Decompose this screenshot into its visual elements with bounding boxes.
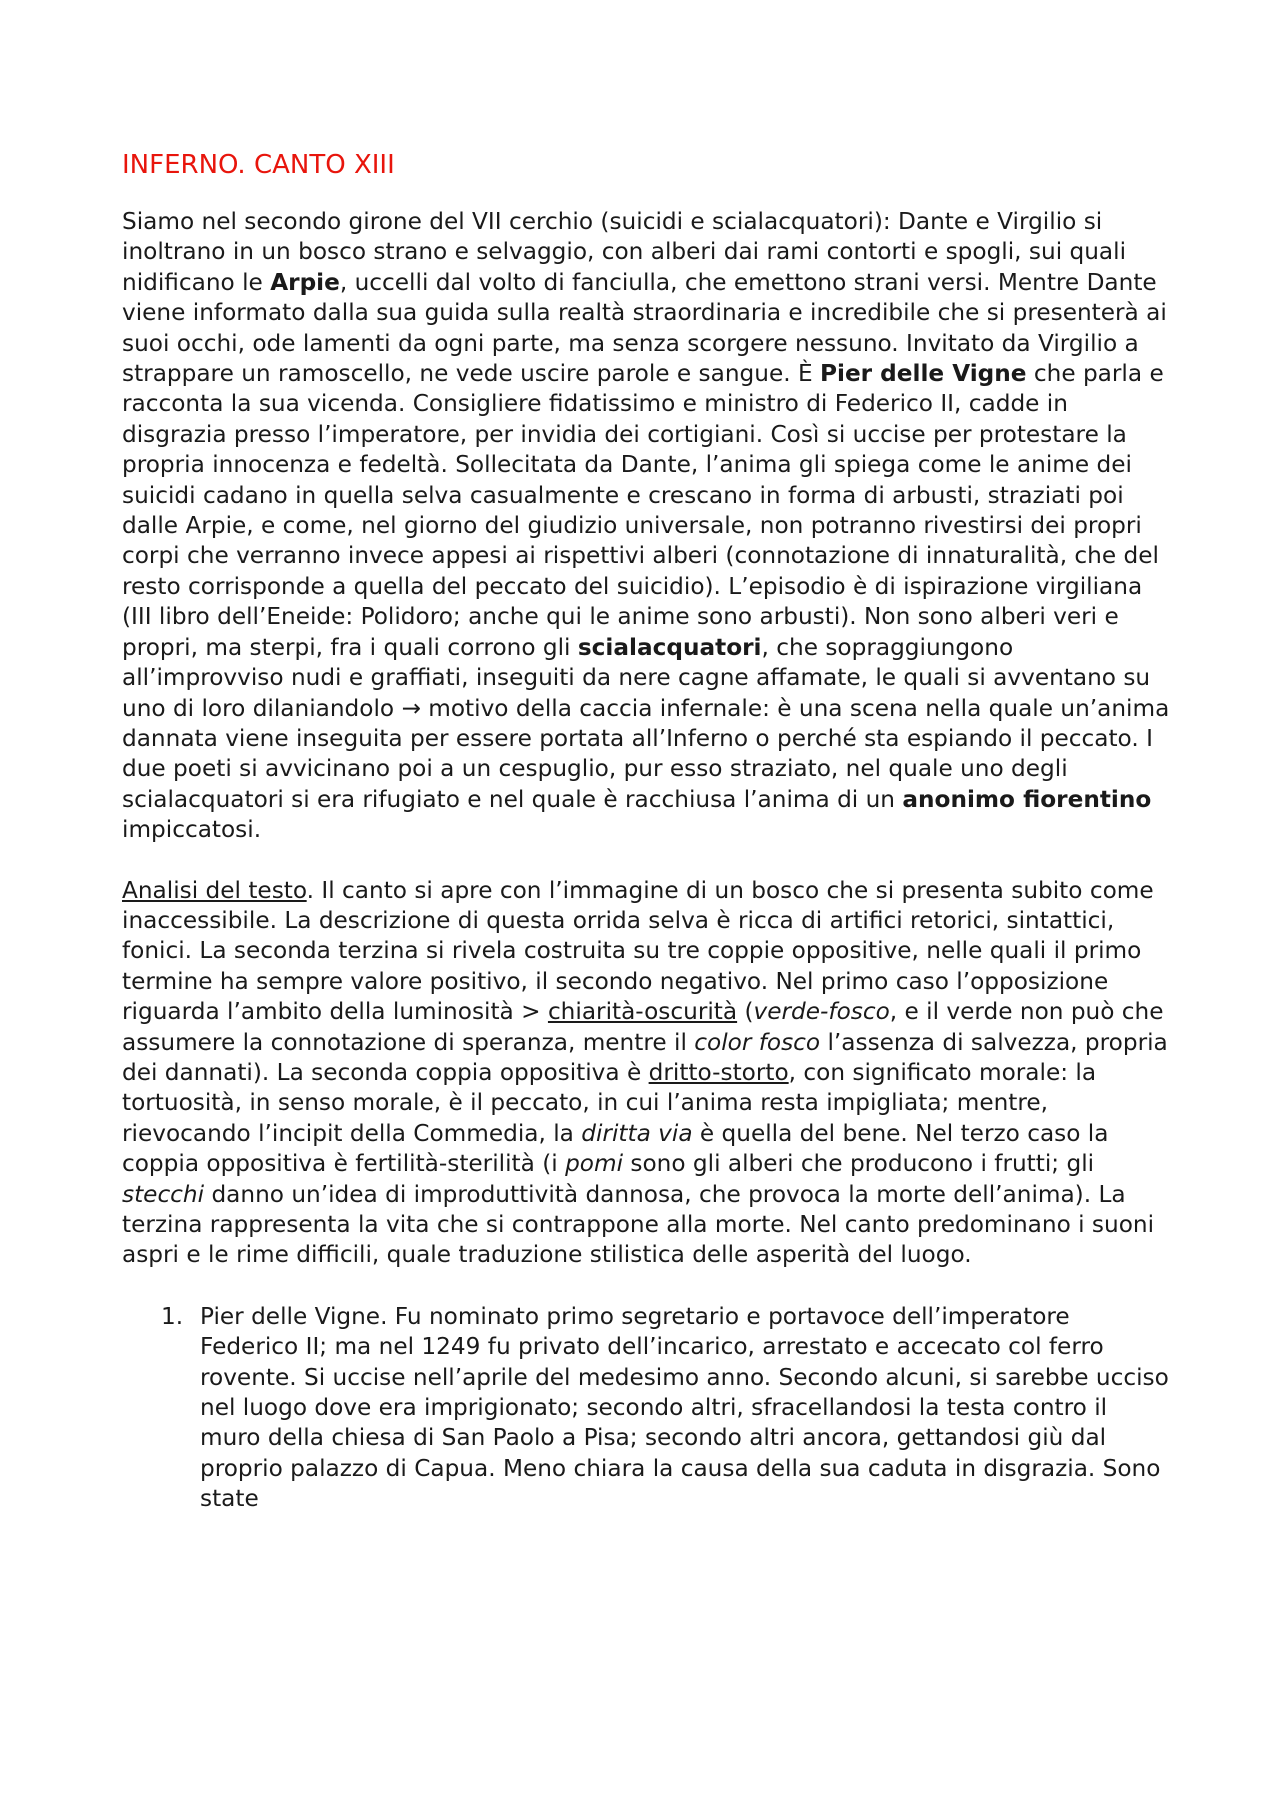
summary-text: impiccatosi. <box>122 816 262 844</box>
list-item <box>122 1302 1172 1515</box>
analysis-text: . Il canto si apre con l’immagine di un bosco che si presenta subito come inaccessibile. La descrizione di questa orrida selva è ricca di artifici retorici, sintattici, fonici. La seconda terzina si rivela costruita su tre coppie oppositive, nelle quali il primo termine ha sempre valore positivo, il secondo negativo. Nel primo caso l’opposizione riguarda l’ambito della luminosità > <box>122 876 1154 1026</box>
analysis-text: , e il verde non può che assumere la connotazione di speranza, mentre il <box>122 998 1164 1056</box>
document-title: INFERNO. CANTO XIII <box>122 150 395 180</box>
bold-term-scialacquatori: scialacquatori <box>577 633 762 661</box>
bold-term-pier-delle-vigne: Pier delle Vigne <box>820 360 1027 388</box>
analysis-text: ( <box>737 998 754 1026</box>
analysis-heading: Analisi del testo <box>122 876 307 904</box>
analysis-text: , con significato morale: la tortuosità, in senso morale, è il peccato, in cui l’anima resta impigliata; mentre, rievocando l’incipit della Commedia, la <box>122 1058 1097 1147</box>
arrow-right-icon: → <box>401 694 421 722</box>
summary-paragraph <box>122 207 1172 846</box>
bold-term-anonimo-fiorentino: anonimo fiorentino <box>902 785 1152 813</box>
summary-text: , uccelli dal volto di fanciulla, che emettono strani versi. Mentre Dante viene informato dalla sua guida sulla realtà straordinaria e incredibile che si presenterà ai suoi occhi, ode lamenti da ogni parte, ma senza scorgere nessuno. Invitato da Virgilio a strappare un ramoscello, ne vede uscire parole e sangue. È <box>122 268 1167 388</box>
list-item-number: 1. <box>161 1302 184 1330</box>
analysis-text: danno un’idea di improduttività dannosa, che provoca la morte dell’anima). La terzina rappresenta la vita che si contrappone alla morte. Nel canto predominano i suoni aspri e le rime difficili, quale traduzione stilistica delle asperità del luogo. <box>122 1180 1155 1269</box>
italic-term: diritta via <box>581 1119 693 1147</box>
italic-term: pomi <box>565 1150 624 1178</box>
analysis-text: sono gli alberi che producono i frutti; gli <box>623 1150 1095 1178</box>
underlined-term: chiarità-oscurità <box>547 998 738 1026</box>
list-item-text: Pier delle Vigne. Fu nominato primo segretario e portavoce dell’imperatore Federico II; ma nel 1249 fu privato dell’incarico, arrestato e accecato col ferro rovente. Si uccise nell’aprile del medesimo anno. Secondo alcuni, si sarebbe ucciso nel luogo dove era imprigionato; secondo altri, sfracellandosi la testa contro il muro della chiesa di San Paolo a Pisa; secondo altri ancora, gettandosi giù dal proprio palazzo di Capua. Meno chiara la causa della sua caduta in disgrazia. Sono state <box>200 1302 1169 1513</box>
summary-text: , che sopraggiungono all’improvviso nudi e graffiati, inseguiti da nere cagne affamate, le quali si avventano su uno di loro dilaniandolo <box>122 633 1151 722</box>
analysis-paragraph <box>122 876 1172 1271</box>
summary-text: motivo della caccia infernale: è una scena nella quale un’anima dannata viene inseguita per essere portata all’Inferno o perché sta espiando il peccato. I due poeti si avvicinano poi a un cespuglio, pur esso straziato, nel quale uno degli scialacquatori si era rifugiato e nel quale è racchiusa l’anima di un <box>122 694 1170 813</box>
document-page <box>122 148 1172 1515</box>
italic-term: stecchi <box>122 1180 205 1208</box>
italic-term: color fosco <box>694 1028 821 1056</box>
underlined-term: dritto-storto <box>648 1058 789 1086</box>
analysis-text: l’assenza di salvezza, propria dei dannati). La seconda coppia oppositiva è <box>122 1028 1168 1086</box>
bold-term-arpie: Arpie <box>270 268 340 296</box>
summary-text: Siamo nel secondo girone del VII cerchio (suicidi e scialacquatori): Dante e Virgilio si inoltrano in un bosco strano e selvaggio, con alberi dai rami contorti e spogli, sui quali nidificano le <box>122 208 1127 296</box>
analysis-text: è quella del bene. Nel terzo caso la coppia oppositiva è fertilità-sterilità (i <box>122 1119 1109 1178</box>
notes-list <box>122 1302 1172 1515</box>
summary-text: che parla e racconta la sua vicenda. Consigliere fidatissimo e ministro di Federico II, cadde in disgrazia presso l’imperatore, per invidia dei cortigiani. Così si uccise per protestare la propria innocenza e fedeltà. Sollecitata da Dante, l’anima gli spiega come le anime dei suicidi cadano in quella selva casualmente e crescano in forma di arbusti, straziati poi dalle Arpie, e come, nel giorno del giudizio universale, non potranno rivestirsi dei propri corpi che verranno invece appesi ai rispettivi alberi (connotazione di innaturalità, che del resto corrisponde a quella del peccato del suicidio). L’episodio è di ispirazione virgiliana (III libro dell’Eneide: Polidoro; anche qui le anime sono arbusti). Non sono alberi veri e propri, ma sterpi, fra i quali corrono gli <box>122 360 1164 661</box>
italic-term: verde-fosco <box>753 998 890 1026</box>
